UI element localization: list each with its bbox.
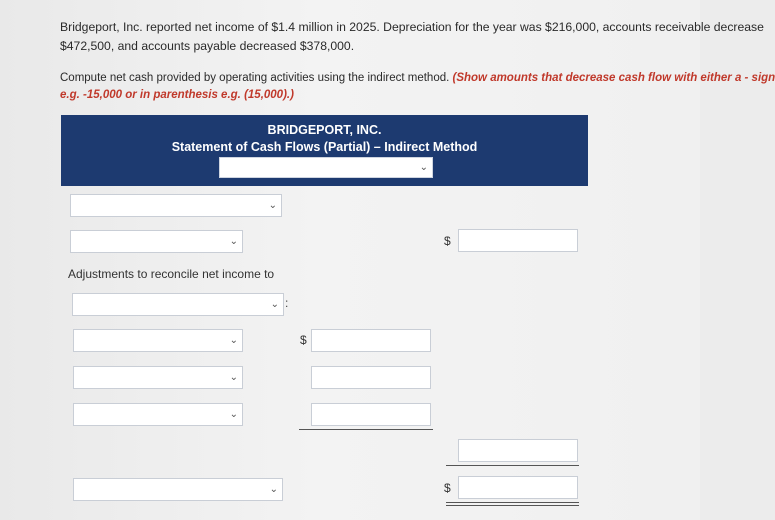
company-name: BRIDGEPORT, INC. bbox=[267, 123, 382, 137]
adjustment-dropdown-2[interactable] bbox=[73, 366, 243, 389]
chevron-down-icon: ⌄ bbox=[229, 371, 238, 383]
adjustment-amount-input-1[interactable] bbox=[311, 329, 431, 352]
net-income-amount-input[interactable] bbox=[458, 229, 578, 252]
statement-header bbox=[61, 115, 588, 186]
net-cash-dropdown[interactable] bbox=[73, 478, 283, 501]
chevron-down-icon: ⌄ bbox=[229, 235, 238, 247]
total-double-rule-top bbox=[446, 502, 579, 503]
instructions bbox=[60, 70, 775, 104]
problem-line-1: Bridgeport, Inc. reported net income of $1.4 million in 2025. Depreciation for the year was $216,000, accounts receivable decrease bbox=[60, 20, 764, 34]
chevron-down-icon: ⌄ bbox=[270, 298, 279, 310]
subtotal-rule bbox=[299, 429, 433, 430]
line-item-dropdown-1[interactable] bbox=[70, 194, 282, 217]
net-cash-amount-input[interactable] bbox=[458, 476, 578, 499]
line-item-dropdown-2[interactable] bbox=[70, 230, 243, 253]
instructions-hint-1: (Show amounts that decrease cash flow with either a - sign bbox=[452, 72, 775, 84]
period-dropdown[interactable] bbox=[219, 157, 433, 178]
instructions-text: Compute net cash provided by operating activities using the indirect method. bbox=[60, 72, 453, 84]
adjustments-dropdown[interactable] bbox=[72, 293, 284, 316]
problem-statement bbox=[60, 18, 764, 56]
problem-line-2: $472,500, and accounts payable decreased $378,000. bbox=[60, 39, 355, 53]
chevron-down-icon: ⌄ bbox=[229, 334, 238, 346]
dollar-sign: $ bbox=[300, 333, 307, 347]
adjustments-label: Adjustments to reconcile net income to bbox=[68, 267, 275, 281]
total-adjustments-input[interactable] bbox=[458, 439, 578, 462]
dollar-sign: $ bbox=[444, 481, 451, 495]
instructions-hint-2: e.g. -15,000 or in parenthesis e.g. (15,000).) bbox=[60, 89, 294, 101]
statement-title: Statement of Cash Flows (Partial) – Indirect Method bbox=[171, 140, 478, 154]
adjustment-amount-input-2[interactable] bbox=[311, 366, 431, 389]
adjustment-dropdown-1[interactable] bbox=[73, 329, 243, 352]
adjustment-amount-input-3[interactable] bbox=[311, 403, 431, 426]
chevron-down-icon: ⌄ bbox=[419, 161, 428, 173]
colon: : bbox=[285, 296, 289, 310]
dollar-sign: $ bbox=[444, 234, 451, 248]
chevron-down-icon: ⌄ bbox=[268, 199, 277, 211]
total-double-rule-bottom bbox=[446, 505, 579, 506]
chevron-down-icon: ⌄ bbox=[229, 408, 238, 420]
adjustment-dropdown-3[interactable] bbox=[73, 403, 243, 426]
chevron-down-icon: ⌄ bbox=[269, 483, 278, 495]
total-adjustments-rule bbox=[446, 465, 579, 466]
